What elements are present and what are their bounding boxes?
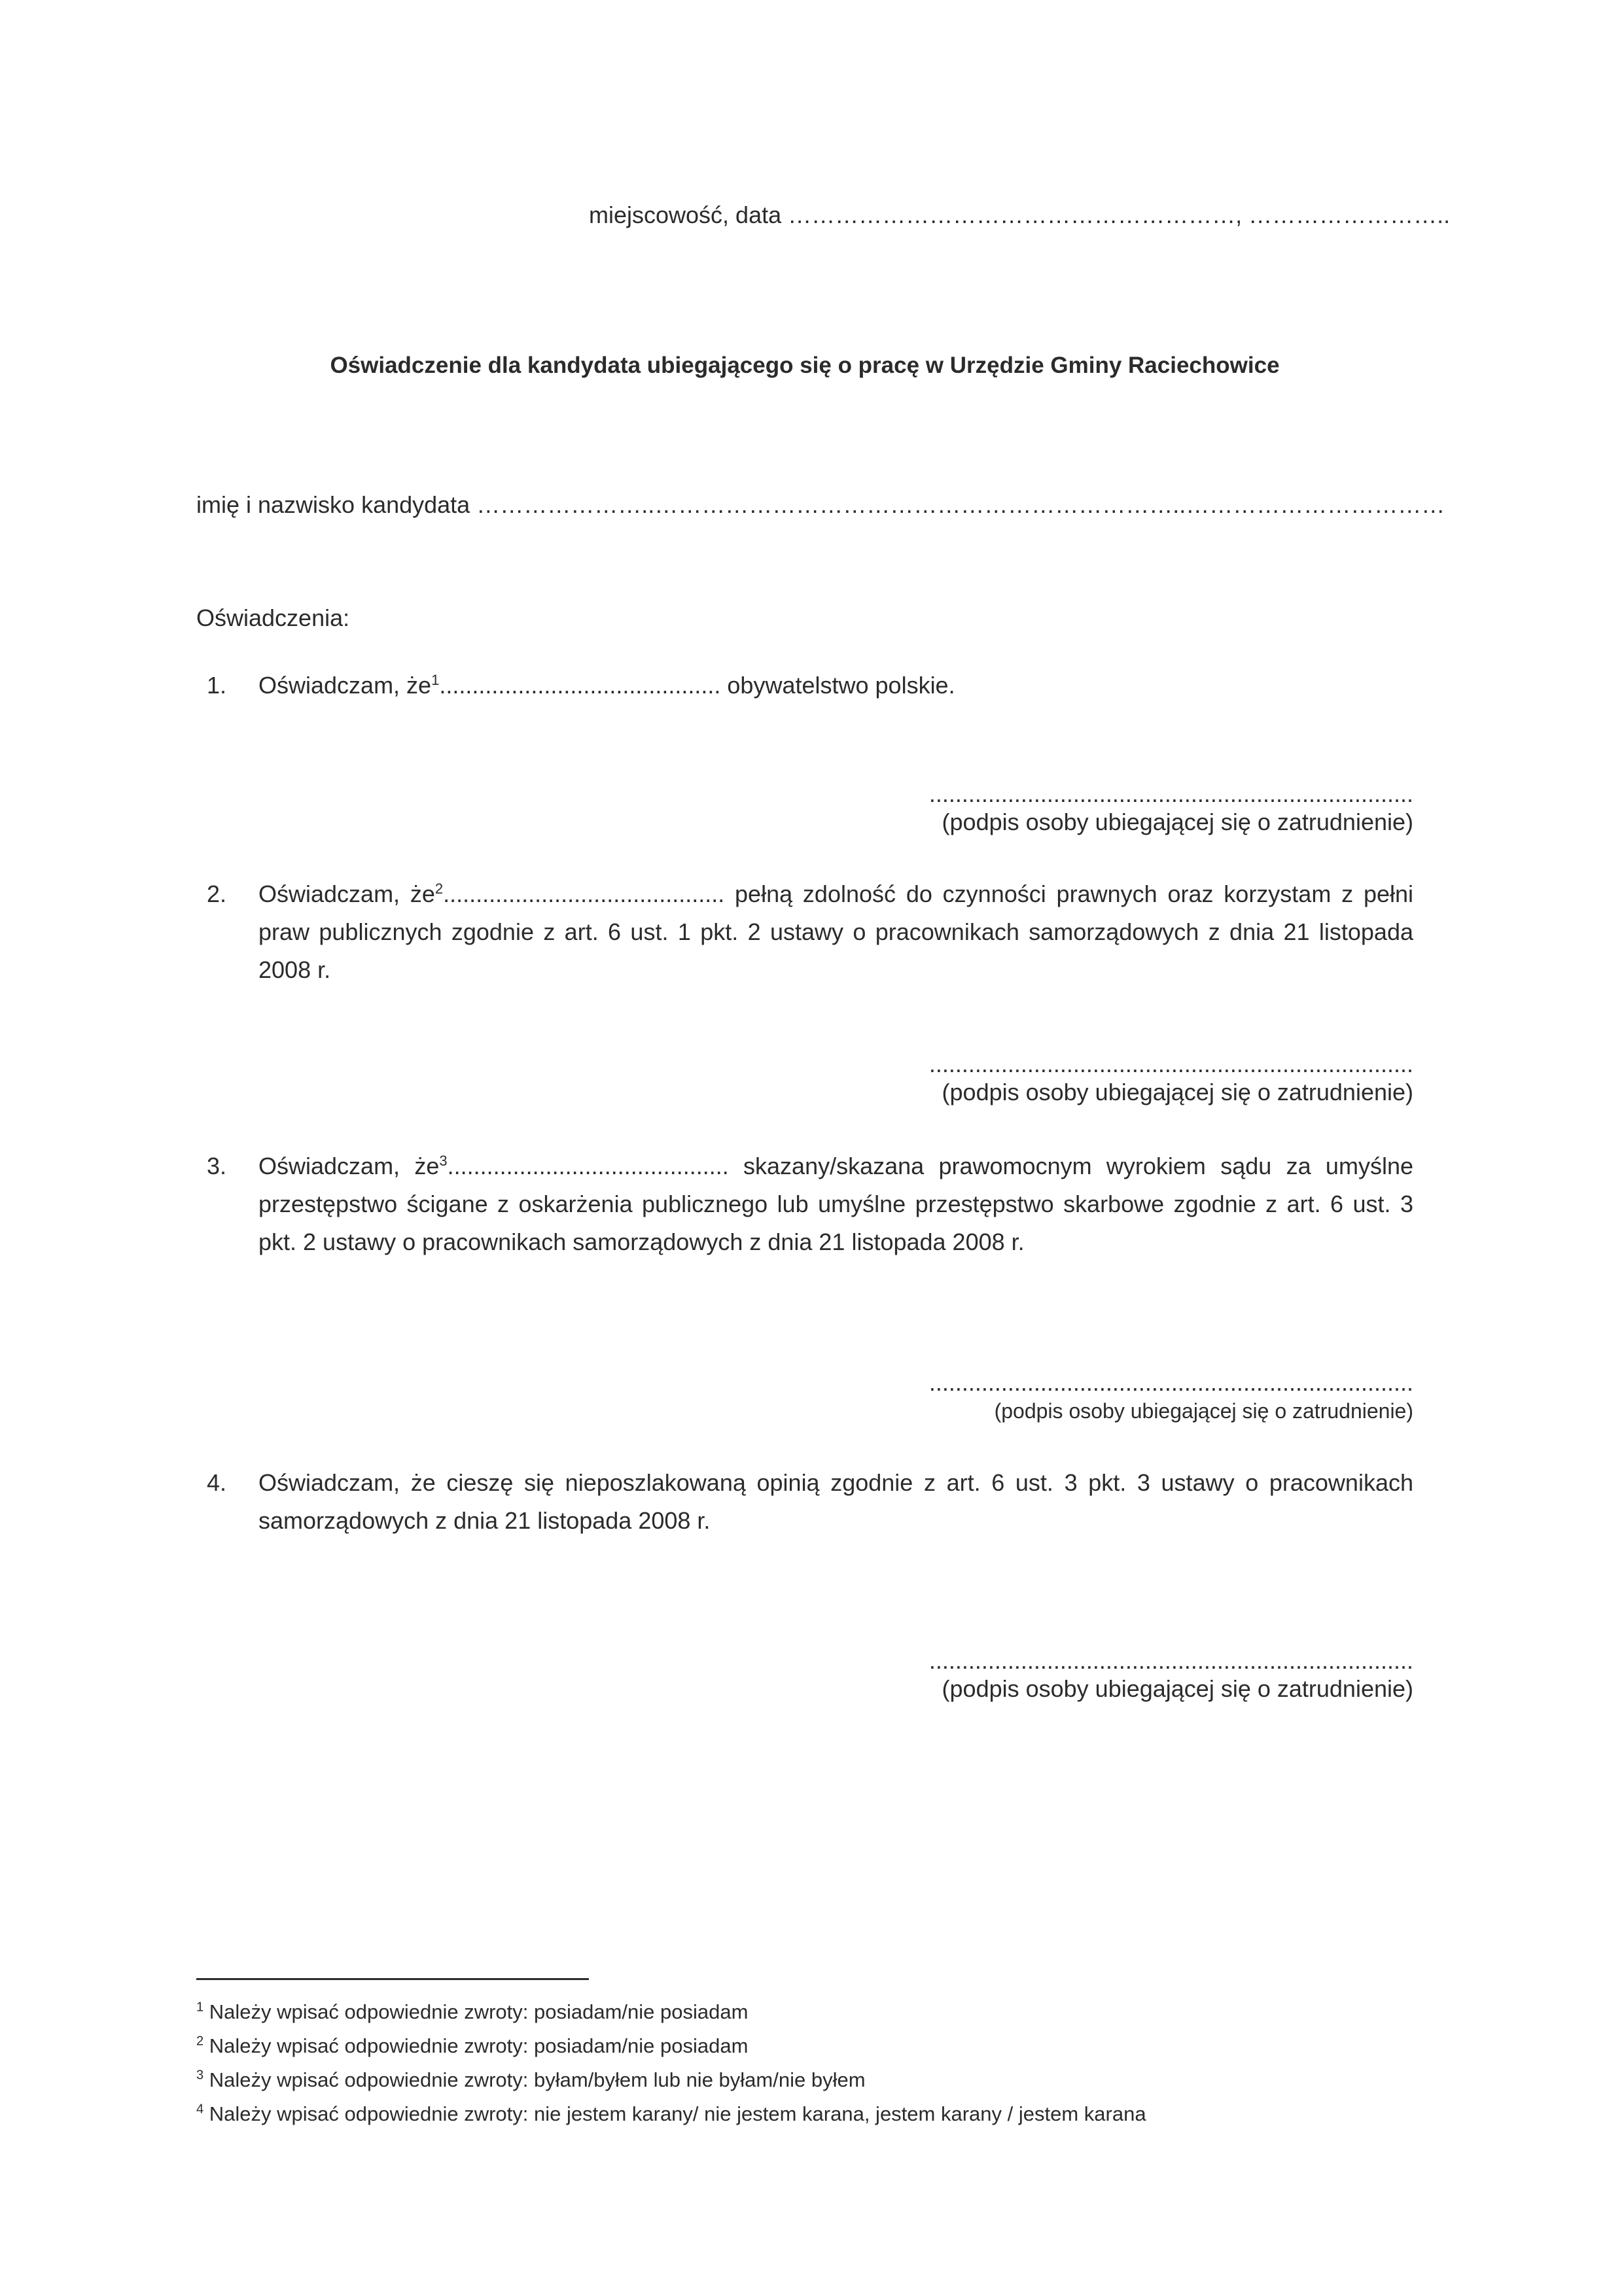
footnote-1-text: Należy wpisać odpowiednie zwroty: posiadam/nie posiadam [209,2000,749,2023]
statement-1-text [258,667,955,704]
statement-1-number: 1. [207,672,227,699]
candidate-name-dots: …………………..…………………………………………………………..…………………………… [476,491,1445,518]
footnote-ref-3: 3 [439,1153,448,1169]
document-title: Oświadczenie dla kandydata ubiegającego się o pracę w Urzędzie Gminy Raciechowice [330,353,1280,378]
footnote-2-mark: 2 [196,2034,204,2049]
footnote-1 [196,1995,748,2029]
statements-heading: Oświadczenia: [196,604,350,631]
footnote-3-text: Należy wpisać odpowiednie zwroty: byłam/byłem lub nie byłam/nie byłem [209,2068,866,2091]
footnote-1-mark: 1 [196,2000,204,2015]
statement-3-prefix: Oświadczam, że [258,1153,440,1179]
statement-2-number: 2. [207,880,227,907]
signature-3-caption: (podpis osoby ubiegającej się o zatrudnienie) [994,1399,1413,1423]
candidate-name-line [196,486,1445,524]
footnote-3 [196,2063,866,2097]
signature-2-dots: .......................................................................... [928,1051,1413,1077]
signature-4-dots: .......................................................................... [928,1647,1413,1674]
statement-3-number: 3. [207,1153,227,1179]
footnote-2 [196,2029,748,2063]
place-date-line [589,196,1451,234]
statement-4-text: Oświadczam, że cieszę się nieposzlakowaną opinią zgodnie z art. 6 ust. 3 pkt. 3 ustawy o pracownikach samorządowych z dnia 21 listopada 2008 r. [258,1469,1413,1534]
candidate-name-label: imię i nazwisko kandydata [196,491,470,518]
signature-1-dots: .......................................................................... [928,780,1413,807]
signature-1-caption: (podpis osoby ubiegającej się o zatrudnienie) [942,809,1413,835]
signature-2-caption: (podpis osoby ubiegającej się o zatrudnienie) [942,1079,1413,1105]
footnote-ref-2: 2 [434,880,444,897]
footnote-ref-1: 1 [431,672,440,688]
footnote-4-mark: 4 [196,2102,204,2117]
place-date-dots: …………………………………………………, …………………….. [788,201,1451,228]
signature-4-caption: (podpis osoby ubiegającej się o zatrudnienie) [942,1675,1413,1702]
place-date-label: miejscowość, data [589,201,782,228]
footnote-2-text: Należy wpisać odpowiednie zwroty: posiadam/nie posiadam [209,2034,749,2057]
statement-1-prefix: Oświadczam, że [258,672,432,699]
statement-3-body: ........................................... skazany/skazana prawomocnym wyrokiem sądu za umyślne przestępstwo ścigane z oskarżenia publicznego lub umyślne przestępstwo skarbowe zgodnie z art. 6 ust. 3 pkt. 2 ustawy o pracownikach samorządowych z dnia 21 listopada 2008 r. [258,1153,1413,1255]
footnote-4-text: Należy wpisać odpowiednie zwroty: nie jestem karany/ nie jestem karana, jestem karany / jestem karana [209,2102,1146,2125]
footnote-separator [196,1978,589,1980]
statement-1-body: ........................................... obywatelstwo polskie. [439,672,955,699]
statement-2-body: ........................................... pełną zdolność do czynności prawnych oraz korzystam z pełni praw publicznych zgodnie z art. 6 ust. 1 pkt. 2 ustawy o pracownikach samorządowych z dnia 21 listopada 2008 r. [258,880,1413,983]
footnote-4 [196,2097,1146,2131]
footnote-3-mark: 3 [196,2068,204,2083]
statement-4-number: 4. [207,1469,227,1496]
statement-3-text [258,1147,1413,1261]
statement-2-text [258,875,1413,989]
statement-2-prefix: Oświadczam, że [258,880,435,907]
signature-3-dots: .......................................................................... [928,1369,1413,1396]
